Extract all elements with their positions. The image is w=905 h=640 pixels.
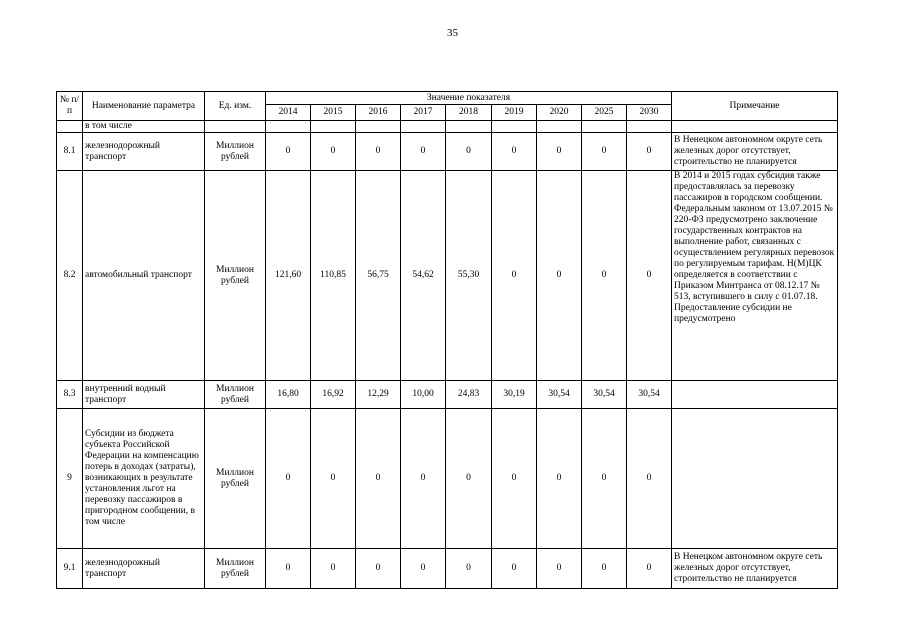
header-year: 2025	[582, 105, 627, 121]
row-value: 30,54	[537, 381, 582, 409]
row-value: 0	[492, 549, 537, 589]
header-year: 2017	[401, 105, 446, 121]
row-value: 0	[356, 549, 401, 589]
row-value: 0	[627, 409, 672, 549]
row-value	[537, 121, 582, 133]
row-value: 0	[582, 171, 627, 381]
row-no: 8.2	[57, 171, 83, 381]
row-value: 30,19	[492, 381, 537, 409]
table-row	[57, 409, 838, 549]
row-name: железнодорожный транспорт	[83, 133, 205, 171]
row-value: 30,54	[627, 381, 672, 409]
row-value: 55,30	[446, 171, 492, 381]
row-no: 9	[57, 409, 83, 549]
row-value: 0	[446, 409, 492, 549]
header-unit: Ед. изм.	[205, 92, 266, 121]
row-value: 0	[446, 133, 492, 171]
header-no: № п/п	[57, 92, 83, 121]
row-value: 0	[266, 133, 311, 171]
table-row	[57, 133, 838, 171]
row-unit: Миллион рублей	[205, 133, 266, 171]
row-no: 8.3	[57, 381, 83, 409]
header-year: 2018	[446, 105, 492, 121]
row-unit: Миллион рублей	[205, 381, 266, 409]
row-value	[627, 121, 672, 133]
row-value: 0	[627, 549, 672, 589]
row-unit: Миллион рублей	[205, 549, 266, 589]
row-value: 110,85	[311, 171, 356, 381]
row-value: 0	[537, 171, 582, 381]
row-value: 0	[537, 549, 582, 589]
row-value: 0	[627, 133, 672, 171]
row-note	[672, 121, 838, 133]
page-number: 35	[447, 27, 458, 39]
table-row	[57, 549, 838, 589]
row-unit: Миллион рублей	[205, 409, 266, 549]
table-row	[57, 171, 838, 381]
row-value	[401, 121, 446, 133]
header-name: Наименование параметра	[83, 92, 205, 121]
header-year: 2019	[492, 105, 537, 121]
row-value: 0	[446, 549, 492, 589]
row-value: 0	[401, 133, 446, 171]
row-unit	[205, 121, 266, 133]
row-value: 0	[582, 133, 627, 171]
row-no: 9.1	[57, 549, 83, 589]
row-value: 0	[537, 409, 582, 549]
row-value: 54,62	[401, 171, 446, 381]
row-value: 30,54	[582, 381, 627, 409]
row-name: железнодорожный транспорт	[83, 549, 205, 589]
row-note: В 2014 и 2015 годах субсидия также предоставлялась за перевозку пассажиров в городском сообщении. Федеральным законом от 13.07.2015 № 220-ФЗ предусмотрено заключение государственных контрактов на выполнение работ, связанных с осуществлением регулярных перевозок по регулируемым тарифам. Н(М)ЦК определяется в соответствии с Приказом Минтранса от 08.12.17 № 513, вступившего в силу с 01.07.18. Предоставление субсидии не предусмотрено	[672, 171, 838, 381]
row-value: 0	[311, 133, 356, 171]
row-note	[672, 381, 838, 409]
row-value	[582, 121, 627, 133]
row-note: В Ненецком автономном округе сеть железных дорог отсутствует, строительство не планируется	[672, 549, 838, 589]
table-row	[57, 381, 838, 409]
row-unit: Миллион рублей	[205, 171, 266, 381]
row-value: 10,00	[401, 381, 446, 409]
row-value: 0	[266, 549, 311, 589]
row-value: 0	[537, 133, 582, 171]
header-year: 2016	[356, 105, 401, 121]
row-value: 0	[401, 549, 446, 589]
header-year: 2020	[537, 105, 582, 121]
row-value: 16,92	[311, 381, 356, 409]
row-value: 24,83	[446, 381, 492, 409]
row-value: 0	[311, 549, 356, 589]
row-value: 0	[356, 409, 401, 549]
row-value: 0	[401, 409, 446, 549]
header-note: Примечание	[672, 92, 838, 121]
row-value: 12,29	[356, 381, 401, 409]
row-value: 56,75	[356, 171, 401, 381]
row-value: 0	[356, 133, 401, 171]
row-value: 0	[582, 409, 627, 549]
table-row	[57, 121, 838, 133]
row-value	[446, 121, 492, 133]
row-note	[672, 409, 838, 549]
row-name: Субсидии из бюджета субъекта Российской Федерации на компенсацию потерь в доходах (затраты), возникающих в результате установления льгот на перевозку пассажиров в пригородном сообщении, в том числе	[83, 409, 205, 549]
row-value: 0	[266, 409, 311, 549]
header-year: 2030	[627, 105, 672, 121]
row-value: 0	[492, 171, 537, 381]
header-year: 2015	[311, 105, 356, 121]
row-name: автомобильный транспорт	[83, 171, 205, 381]
row-value: 0	[492, 133, 537, 171]
header-year: 2014	[266, 105, 311, 121]
row-name: внутренний водный транспорт	[83, 381, 205, 409]
row-value	[492, 121, 537, 133]
row-value	[311, 121, 356, 133]
row-value	[356, 121, 401, 133]
row-value: 16,80	[266, 381, 311, 409]
header-values: Значение показателя	[266, 92, 672, 105]
row-value: 0	[582, 549, 627, 589]
row-value	[266, 121, 311, 133]
indicator-table	[56, 91, 838, 589]
row-value: 0	[492, 409, 537, 549]
row-no	[57, 121, 83, 133]
row-note: В Ненецком автономном округе сеть железных дорог отсутствует, строительство не планируется	[672, 133, 838, 171]
row-name: в том числе	[83, 121, 205, 133]
row-value: 121,60	[266, 171, 311, 381]
row-no: 8.1	[57, 133, 83, 171]
row-value: 0	[311, 409, 356, 549]
row-value: 0	[627, 171, 672, 381]
